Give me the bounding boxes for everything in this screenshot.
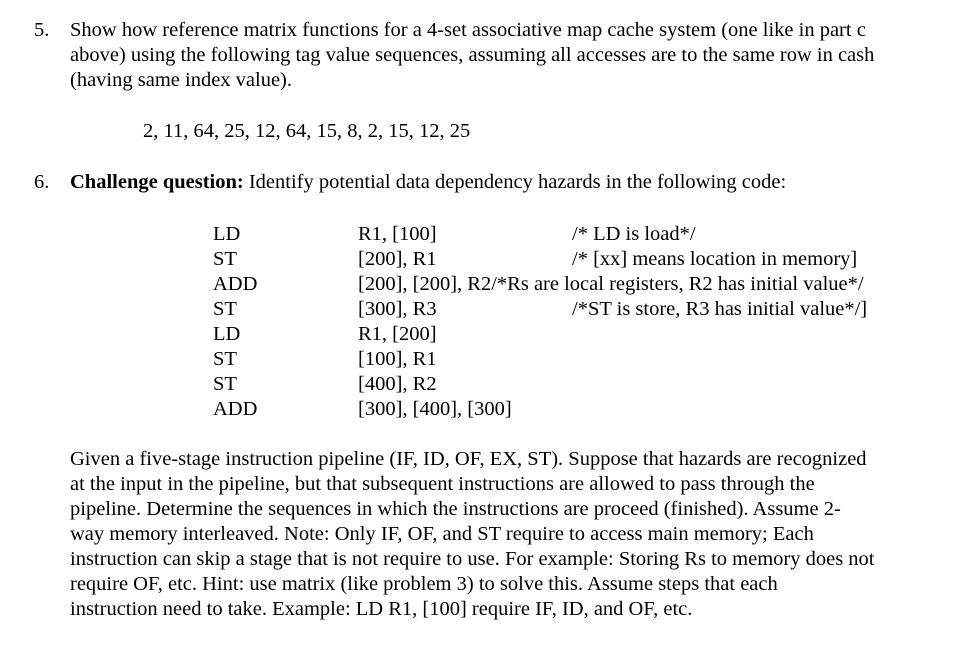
paragraph-line: way memory interleaved. Note: Only IF, OF, and ST require to access main memory; Each <box>70 523 814 545</box>
code-op: ST <box>213 298 237 320</box>
code-args: [300], R3 <box>358 298 437 320</box>
question-6-number: 6. <box>34 171 50 193</box>
code-args: [400], R2 <box>358 373 437 395</box>
code-args: R1, [100] <box>358 223 437 245</box>
paragraph-line: instruction can skip a stage that is not require to use. For example: Storing Rs to memory does not <box>70 548 875 570</box>
paragraph-line: require OF, etc. Hint: use matrix (like problem 3) to solve this. Assume steps that each <box>70 573 778 595</box>
code-args: [100], R1 <box>358 348 437 370</box>
code-op: ST <box>213 373 237 395</box>
code-row <box>0 397 975 422</box>
paragraph-line: pipeline. Determine the sequences in which the instructions are proceed (finished). Assume 2- <box>70 498 841 520</box>
question-6-intro <box>70 170 940 195</box>
code-row <box>0 297 975 322</box>
code-row <box>0 347 975 372</box>
question-5-line: (having same index value). <box>70 69 293 91</box>
code-comment: /* LD is load*/ <box>572 223 696 245</box>
code-row <box>0 222 975 247</box>
question-5-line: above) using the following tag value sequences, assuming all accesses are to the same row in cash <box>70 44 875 66</box>
question-6-intro-text: Identify potential data dependency hazards in the following code: <box>243 171 787 193</box>
code-op: ST <box>213 248 237 270</box>
code-args: [200], [200], R2/*Rs are local registers, R2 has initial value*/ <box>358 273 864 295</box>
code-row <box>0 372 975 397</box>
code-comment: /*ST is store, R3 has initial value*/] <box>572 298 868 320</box>
code-comment: /* [xx] means location in memory] <box>572 248 858 270</box>
question-5-number: 5. <box>34 19 50 41</box>
pipeline-paragraph <box>70 447 950 622</box>
challenge-label: Challenge question: <box>70 171 244 193</box>
code-listing <box>0 222 975 422</box>
paragraph-line: at the input in the pipeline, but that subsequent instructions are allowed to pass through the <box>70 473 815 495</box>
code-args: R1, [200] <box>358 323 437 345</box>
question-5-text <box>70 18 940 93</box>
code-op: LD <box>213 323 241 345</box>
code-row <box>0 272 975 297</box>
code-args: [300], [400], [300] <box>358 398 512 420</box>
paragraph-line: Given a five-stage instruction pipeline (IF, ID, OF, EX, ST). Suppose that hazards are recognized <box>70 448 867 470</box>
code-op: ADD <box>213 273 258 295</box>
code-op: ADD <box>213 398 258 420</box>
code-row <box>0 322 975 347</box>
code-row <box>0 247 975 272</box>
code-op: ST <box>213 348 237 370</box>
code-args: [200], R1 <box>358 248 437 270</box>
tag-sequence: 2, 11, 64, 25, 12, 64, 15, 8, 2, 15, 12, 25 <box>143 120 471 142</box>
question-5-line: Show how reference matrix functions for a 4-set associative map cache system (one like in part c <box>70 19 866 41</box>
paragraph-line: instruction need to take. Example: LD R1, [100] require IF, ID, and OF, etc. <box>70 598 693 620</box>
code-op: LD <box>213 223 241 245</box>
